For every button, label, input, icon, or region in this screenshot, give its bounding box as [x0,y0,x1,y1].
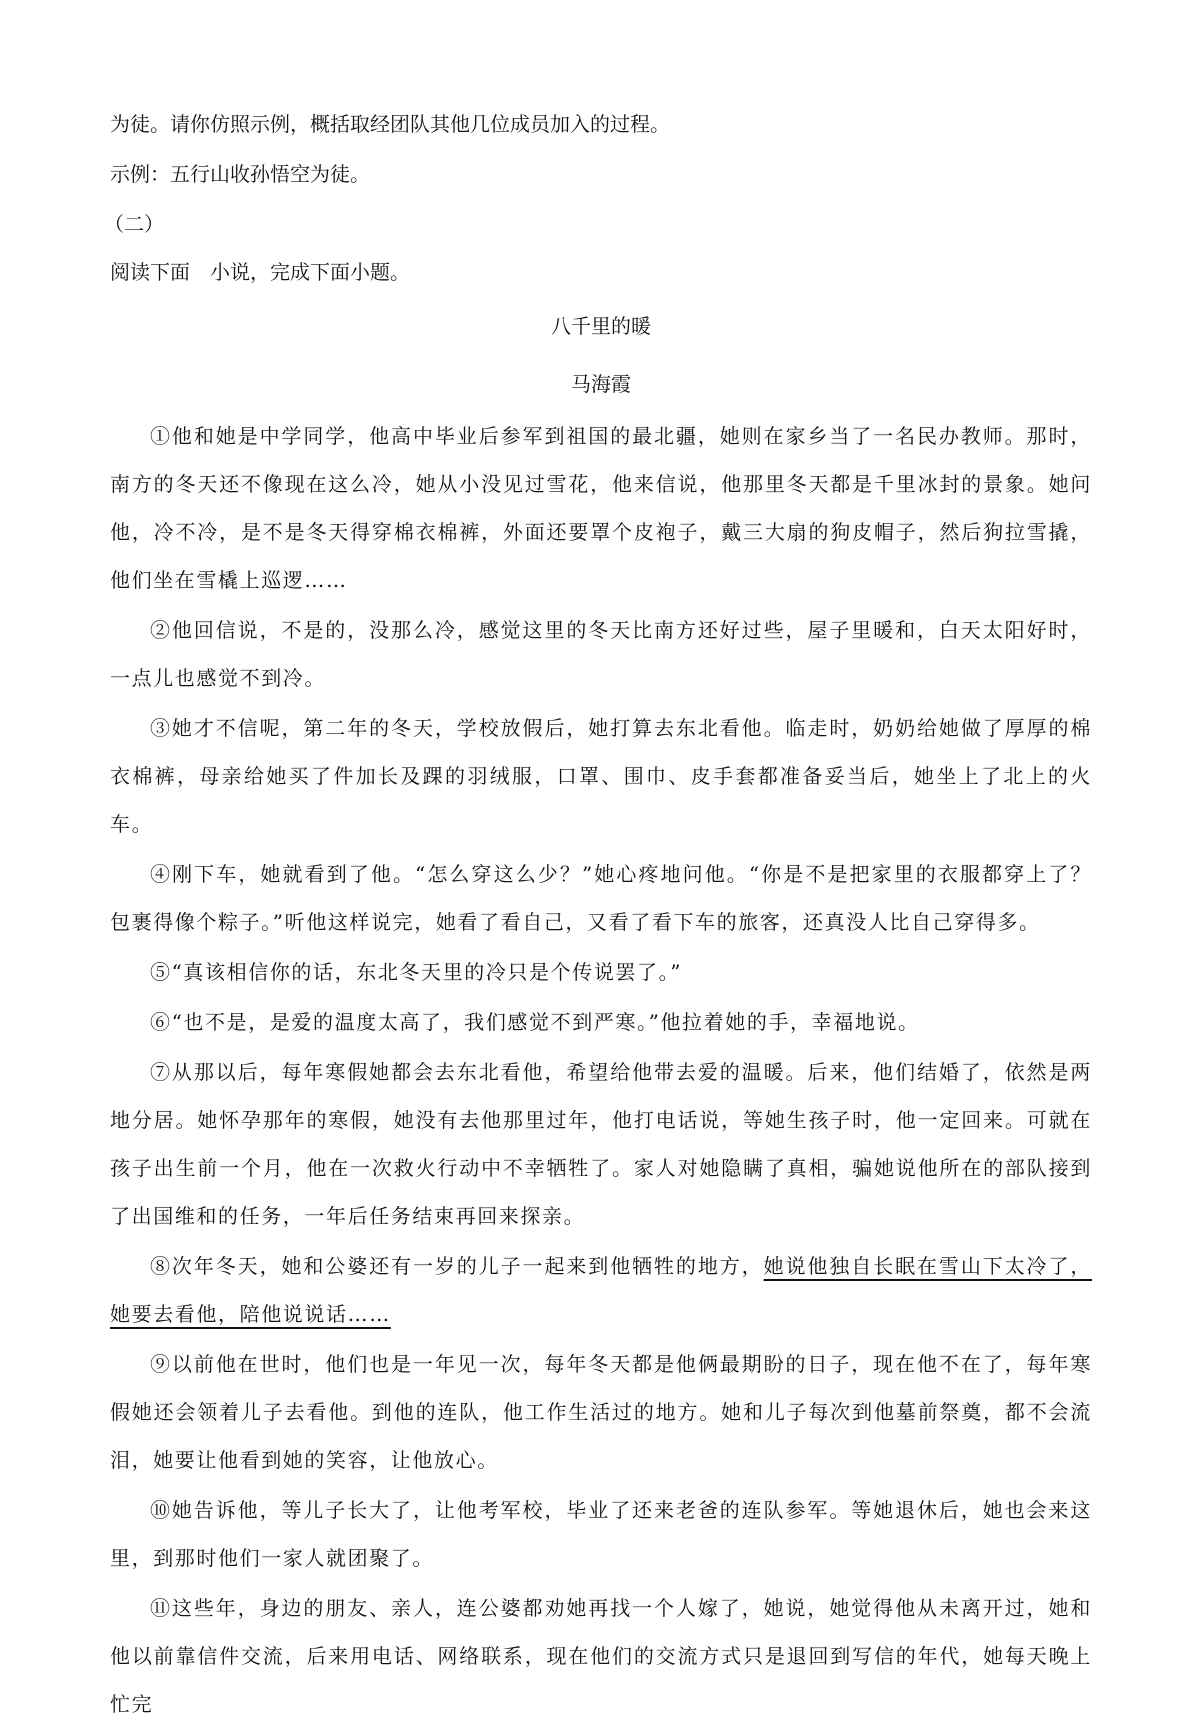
reading-instruction: 阅读下面 小说，完成下面小题。 [110,260,410,284]
paragraph-6: ⑥“也不是，是爱的温度太高了，我们感觉不到严寒。”他拉着她的手，幸福地说。 [150,1010,920,1034]
paragraph-11: ⑪这些年，身边的朋友、亲人，连公婆都劝她再找一个人嫁了，她说，她觉得他从未离开过，她和他以前靠信件交流，后来用电话、网络联系，现在他们的交流方式只是退回到写信的年代，她每天晚上忙完 [110,1596,1092,1716]
paragraph-9: ⑨以前他在世时，他们也是一年见一次，每年冬天都是他俩最期盼的日子，现在他不在了，每年寒假她还会领着儿子去看他。到他的连队，他工作生活过的地方。她和儿子每次到他墓前祭奠，都不会流泪，她要让他看到她的笑容，让他放心。 [110,1352,1092,1472]
story-body [110,412,1092,1728]
section-label: （二） [104,212,164,236]
paragraph-3: ③她才不信呢，第二年的冬天，学校放假后，她打算去东北看他。临走时，奶奶给她做了厚厚的棉衣棉裤，母亲给她买了件加长及踝的羽绒服，口罩、围巾、皮手套都准备妥当后，她坐上了北上的火车。 [110,716,1092,836]
story-author: 马海霞 [571,372,631,396]
paragraph-8-text: ⑧次年冬天，她和公婆还有一岁的儿子一起来到他牺牲的地方， [150,1254,764,1278]
paragraph-4: ④刚下车，她就看到了他。“怎么穿这么少？”她心疼地问他。“你是不是把家里的衣服都穿上了？包裹得像个粽子。”听他这样说完，她看了看自己，又看了看下车的旅客，还真没人比自己穿得多。 [110,862,1092,934]
paragraph-8 [110,1242,1092,1338]
example-line: 示例：五行山收孙悟空为徒。 [110,162,370,186]
intro-line: 为徒。请你仿照示例，概括取经团队其他几位成员加入的过程。 [110,112,670,136]
paragraph-1: ①他和她是中学同学，他高中毕业后参军到祖国的最北疆，她则在家乡当了一名民办教师。那时，南方的冬天还不像现在这么冷，她从小没见过雪花，他来信说，他那里冬天都是千里冰封的景象。她问他，冷不冷，是不是冬天得穿棉衣棉裤，外面还要罩个皮袍子，戴三大扇的狗皮帽子，然后狗拉雪撬，他们坐在雪橇上巡逻…… [110,424,1092,592]
paragraph-7: ⑦从那以后，每年寒假她都会去东北看他，希望给他带去爱的温暖。后来，他们结婚了，依然是两地分居。她怀孕那年的寒假，她没有去他那里过年，他打电话说，等她生孩子时，他一定回来。可就在孩子出生前一个月，他在一次救火行动中不幸牺牲了。家人对她隐瞒了真相，骗她说他所在的部队接到了出国维和的任务，一年后任务结束再回来探亲。 [110,1060,1092,1228]
story-title: 八千里的暖 [551,314,651,338]
paragraph-5: ⑤“真该相信你的话，东北冬天里的冷只是个传说罢了。” [150,960,683,984]
underlined-sentence: 她说他独自长眠在雪山下太冷了，她要去看他，陪他说说话…… [110,1254,1092,1326]
paragraph-10: ⑩她告诉他，等儿子长大了，让他考军校，毕业了还来老爸的连队参军。等她退休后，她也会来这里，到那时他们一家人就团聚了。 [110,1498,1092,1570]
paragraph-2: ②他回信说，不是的，没那么冷，感觉这里的冬天比南方还好过些，屋子里暖和，白天太阳好时，一点儿也感觉不到冷。 [110,618,1092,690]
